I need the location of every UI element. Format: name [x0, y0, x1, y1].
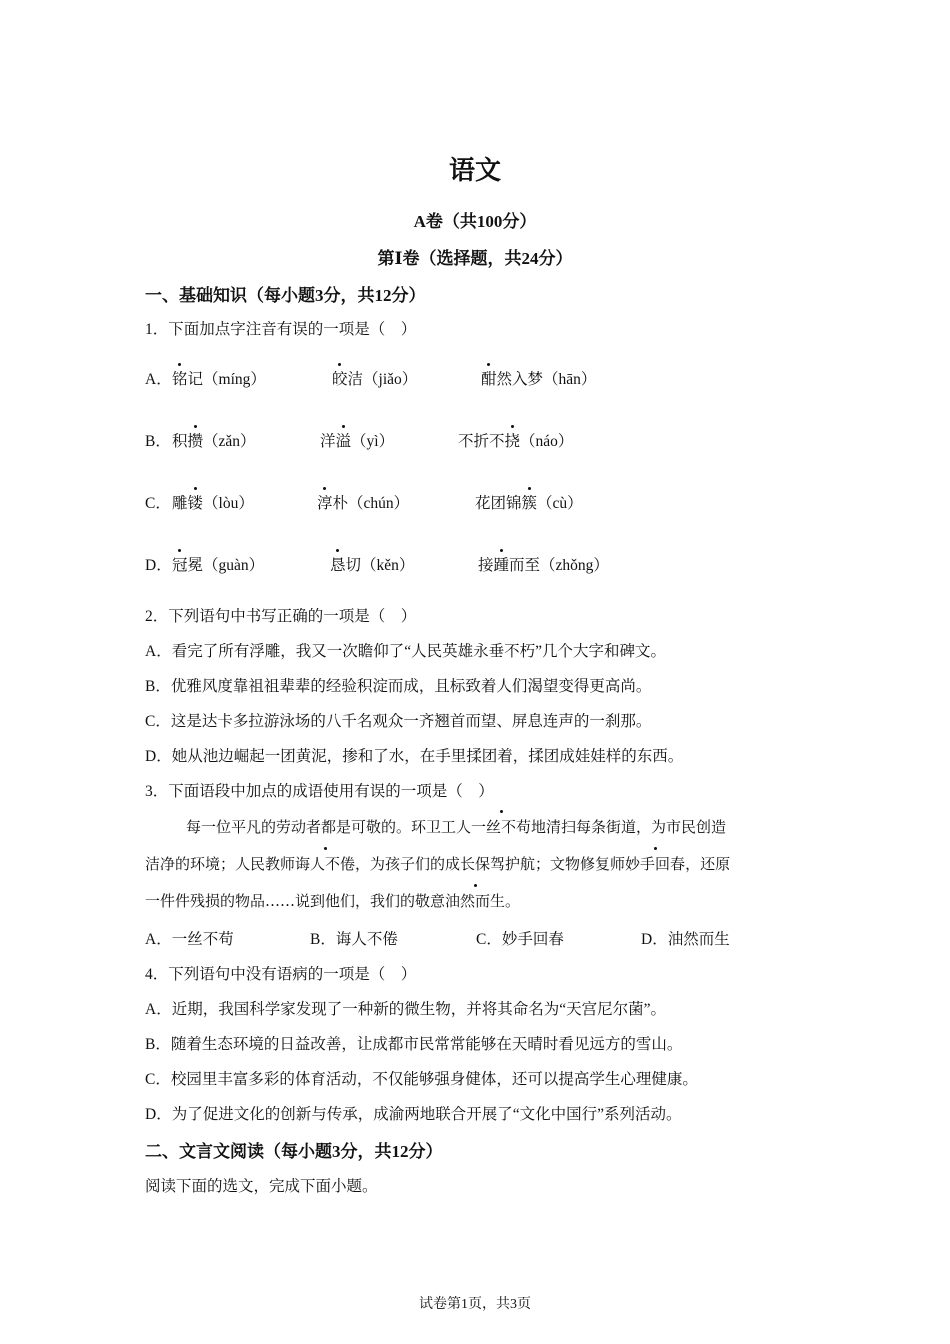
- q4-option-c: C．校园里丰富多彩的体育活动，不仅能够强身健体，还可以提高学生心理健康。: [145, 1071, 698, 1088]
- part1-heading: 第Ⅰ卷（选择题，共24分）: [377, 249, 573, 268]
- page-title: 语文: [448, 156, 501, 185]
- q1-option-b-word1: 积攒（zǎn）: [172, 429, 256, 451]
- q4-option-d: D．为了促进文化的创新与传承，成渝两地联合开展了“文化中国行”系列活动。: [145, 1106, 682, 1123]
- q1-option-a-word1: 铭记（míng）: [172, 367, 266, 389]
- section1-heading: 一、基础知识（每小题3分，共12分）: [145, 286, 426, 305]
- q4-option-a: A．近期，我国科学家发现了一种新的微生物，并将其命名为“天宫尼尔菌”。: [145, 1001, 666, 1018]
- q1-option-d-word3: 接踵而至（zhǒng）: [478, 553, 609, 575]
- section2-heading: 二、文言文阅读（每小题3分，共12分）: [145, 1142, 443, 1161]
- q1-option-a-word2: 皎洁（jiǎo）: [332, 367, 417, 389]
- q1-option-d-word2: 恳切（kěn）: [330, 553, 414, 575]
- q1-option-d-label: D．: [145, 557, 172, 574]
- q2-option-b: B．优雅风度靠祖祖辈辈的经验积淀而成，且标致着人们渴望变得更高尚。: [145, 678, 652, 695]
- q1-option-a-word3: 酣然入梦（hān）: [481, 367, 596, 389]
- q3-passage-line1: 每一位平凡的劳动者都是可敬的。环卫工人一丝不苟地清扫每条街道，为市民创造: [186, 818, 727, 836]
- q1-option-b-word2: 洋溢（yì）: [320, 429, 394, 451]
- q2-option-a: A．看完了所有浮雕，我又一次瞻仰了“人民英雄永垂不朽”几个大字和碑文。: [145, 643, 666, 660]
- q3-option-d: D．油然而生: [641, 931, 730, 948]
- q1-option-c-label: C．: [145, 495, 171, 512]
- q1-option-d-word1: 冠冕（guàn）: [172, 553, 264, 575]
- q3-stem: 3．下面语段中加点的成语使用有误的一项是（ ）: [145, 783, 494, 800]
- q4-stem: 4．下列语句中没有语病的一项是（ ）: [145, 966, 417, 983]
- q1-option-c-word3: 花团锦簇（cù）: [475, 491, 583, 513]
- paper-a-heading: A卷（共100分）: [413, 212, 537, 231]
- q1-stem: 1．下面加点字注音有误的一项是（ ）: [145, 321, 417, 338]
- q2-option-c: C．这是达卡多拉游泳场的八千名观众一齐翘首而望、屏息连声的一刹那。: [145, 713, 652, 730]
- q1-option-b-label: B．: [145, 433, 171, 450]
- q2-stem: 2．下列语句中书写正确的一项是（ ）: [145, 608, 417, 625]
- q1-option-c-word2: 淳朴（chún）: [317, 491, 409, 513]
- q1-option-c-word1: 雕镂（lòu）: [172, 491, 254, 513]
- q3-option-a: A．一丝不苟: [145, 931, 234, 948]
- page-footer: 试卷第1页，共3页: [419, 1297, 531, 1312]
- q3-passage-line2: 洁净的环境；人民教师诲人不倦，为孩子们的成长保驾护航；文物修复师妙手回春，还原: [145, 855, 731, 873]
- q2-option-d: D．她从池边崛起一团黄泥，掺和了水，在手里揉团着，揉团成娃娃样的东西。: [145, 748, 684, 765]
- q1-option-a-label: A．: [145, 371, 172, 388]
- q1-option-b-word3: 不折不挠（náo）: [458, 429, 573, 451]
- q3-passage-line3: 一件件残损的物品……说到他们，我们的敬意油然而生。: [145, 892, 521, 910]
- q3-option-c: C．妙手回春: [476, 931, 564, 948]
- q3-option-b: B．诲人不倦: [310, 931, 398, 948]
- q4-option-b: B．随着生态环境的日益改善，让成都市民常常能够在天晴时看见远方的雪山。: [145, 1036, 683, 1053]
- reading-instruction: 阅读下面的选文，完成下面小题。: [145, 1178, 378, 1195]
